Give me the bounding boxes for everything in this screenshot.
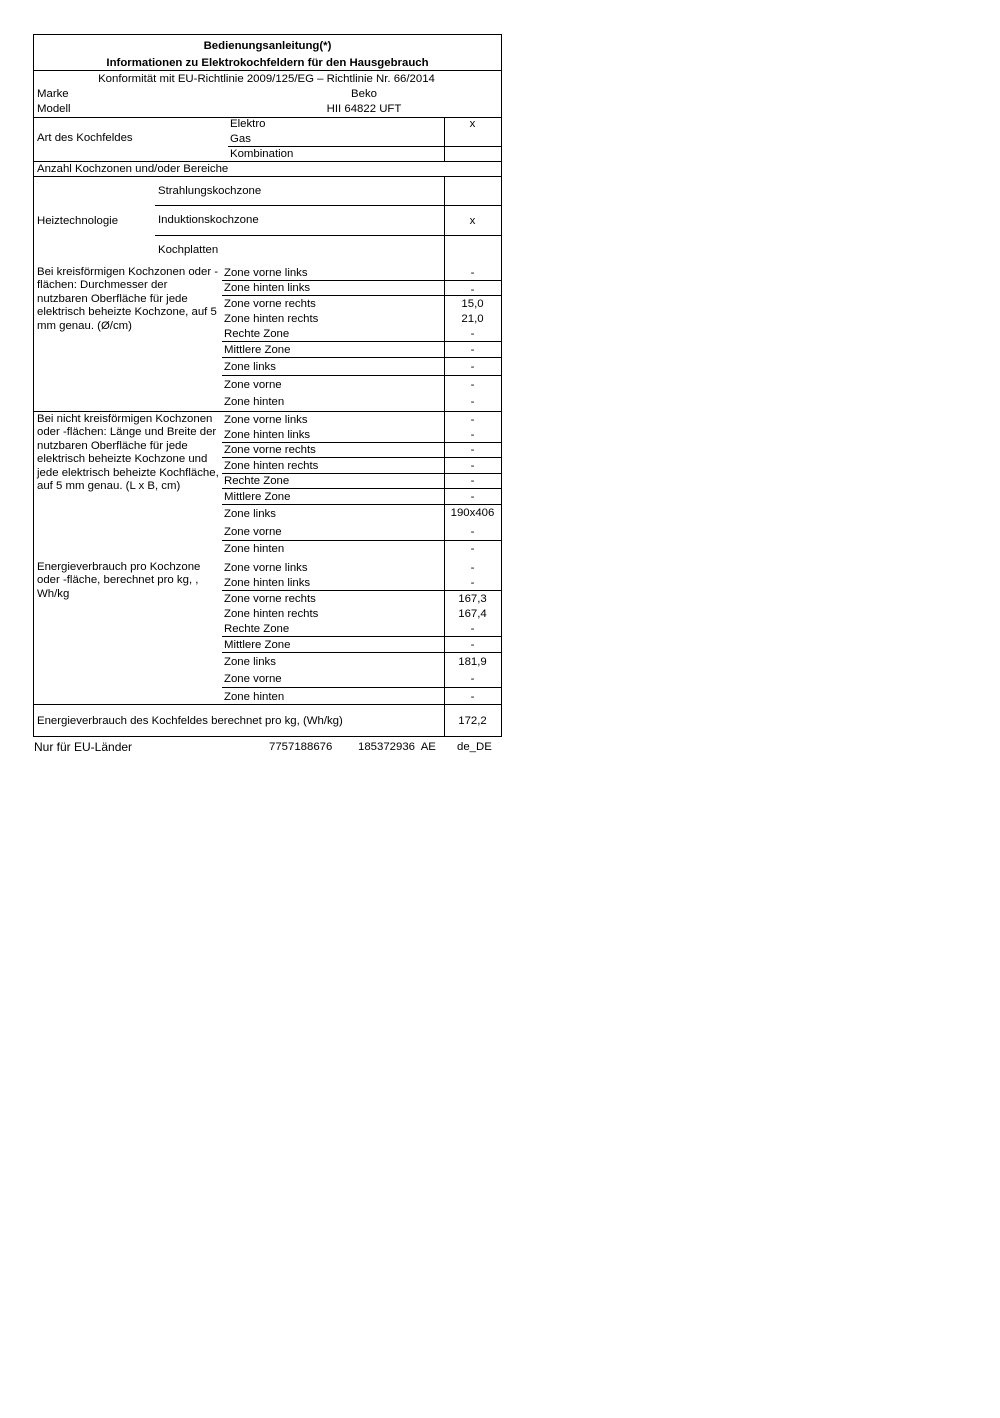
zone-value: 15,0 xyxy=(461,298,484,310)
zone-value: 21,0 xyxy=(461,313,484,325)
nonround-zones-label: Bei nicht kreisförmigen Kochzonen oder -flächen: Länge und Breite der nutzbaren Oberfläche für jede elektrisch beheizte Kochzone und jede elektrisch beheizte Kochfläche, auf 5 mm genau. (L x B, cm) xyxy=(37,413,219,493)
zone-value: - xyxy=(470,475,475,487)
zone-value: 190x406 xyxy=(450,507,495,519)
divider xyxy=(444,704,445,736)
divider xyxy=(222,652,501,653)
zone-label: Rechte Zone xyxy=(224,623,290,635)
zone-label: Mittlere Zone xyxy=(224,491,291,503)
divider xyxy=(34,176,501,177)
zone-label: Rechte Zone xyxy=(224,475,290,487)
round-zones-label: Bei kreisförmigen Kochzonen oder -flächen: Durchmesser der nutzbaren Oberfläche für jede elektrisch beheizte Kochzone, auf 5 mm genau. (Ø/cm) xyxy=(37,266,219,332)
hob-type-option: Elektro xyxy=(230,118,266,130)
zone-label: Zone hinten rechts xyxy=(224,608,319,620)
heat-tech-label: Heiztechnologie xyxy=(37,215,119,227)
zone-label: Zone hinten xyxy=(224,396,285,408)
zone-label: Zone vorne rechts xyxy=(224,593,316,605)
zone-value: - xyxy=(470,526,475,538)
zone-label: Zone links xyxy=(224,508,276,520)
model-label: Modell xyxy=(37,103,71,115)
zone-label: Zone vorne links xyxy=(224,562,308,574)
zone-label: Rechte Zone xyxy=(224,328,290,340)
heat-tech-option: Kochplatten xyxy=(158,244,219,256)
divider xyxy=(222,636,501,637)
zone-value: - xyxy=(470,284,475,296)
zone-value: - xyxy=(470,562,475,574)
zone-label: Zone hinten rechts xyxy=(224,313,319,325)
zone-value: - xyxy=(470,379,475,391)
hob-type-option: Gas xyxy=(230,133,251,145)
footer-locale: de_DE xyxy=(457,741,492,753)
hob-type-option: Kombination xyxy=(230,148,294,160)
zone-value: - xyxy=(470,396,475,408)
zone-label: Zone hinten links xyxy=(224,429,311,441)
divider xyxy=(222,457,501,458)
zone-value: 167,4 xyxy=(458,608,487,620)
zone-label: Zone vorne xyxy=(224,673,282,685)
zone-label: Zone hinten rechts xyxy=(224,460,319,472)
zone-label: Zone hinten xyxy=(224,691,285,703)
zone-label: Mittlere Zone xyxy=(224,639,291,651)
zone-value: - xyxy=(470,267,475,279)
footer-code: 7757188676 xyxy=(269,741,333,753)
divider xyxy=(222,504,501,505)
divider xyxy=(222,590,501,591)
divider xyxy=(444,411,445,705)
energy-total-label: Energieverbrauch des Kochfeldes berechnet pro kg, (Wh/kg) xyxy=(37,715,343,727)
zone-label: Zone hinten links xyxy=(224,577,311,589)
heat-tech-option: Induktionskochzone xyxy=(158,214,259,226)
divider xyxy=(444,117,445,161)
zone-value: - xyxy=(470,328,475,340)
zone-label: Mittlere Zone xyxy=(224,344,291,356)
zone-value: - xyxy=(470,361,475,373)
zone-label: Zone vorne links xyxy=(224,414,308,426)
zone-label: Zone vorne rechts xyxy=(224,298,316,310)
brand-value: Beko xyxy=(351,88,377,100)
divider xyxy=(155,235,501,236)
model-value: HII 64822 UFT xyxy=(326,103,402,115)
divider xyxy=(222,357,501,358)
energy-total-value: 172,2 xyxy=(458,715,487,727)
hob-type-value: x xyxy=(469,118,476,130)
divider xyxy=(222,341,501,342)
zone-count-label: Anzahl Kochzonen und/oder Bereiche xyxy=(37,163,229,175)
zone-value: - xyxy=(470,491,475,503)
zone-value: - xyxy=(470,673,475,685)
zone-label: Zone vorne links xyxy=(224,267,308,279)
divider xyxy=(222,295,501,296)
zone-value: - xyxy=(470,460,475,472)
divider xyxy=(444,266,445,412)
zone-value: 181,9 xyxy=(458,656,487,668)
zone-label: Zone links xyxy=(224,656,276,668)
divider xyxy=(34,70,501,71)
heat-tech-value: x xyxy=(469,215,476,227)
zone-label: Zone hinten xyxy=(224,543,285,555)
zone-value: - xyxy=(470,623,475,635)
divider xyxy=(228,146,501,147)
energy-label-table xyxy=(33,34,502,737)
zone-value: - xyxy=(470,577,475,589)
zone-value: - xyxy=(470,691,475,703)
document-title: Bedienungsanleitung(*) xyxy=(203,40,332,52)
hob-type-label: Art des Kochfeldes xyxy=(37,132,133,144)
zone-value: 167,3 xyxy=(458,593,487,605)
zone-label: Zone vorne rechts xyxy=(224,444,316,456)
document-subtitle: Informationen zu Elektrokochfeldern für den Hausgebrauch xyxy=(106,57,429,69)
zone-label: Zone vorne xyxy=(224,379,282,391)
conformity-text: Konformität mit EU-Richtlinie 2009/125/EG – Richtlinie Nr. 66/2014 xyxy=(98,73,435,85)
divider xyxy=(444,176,445,266)
divider xyxy=(34,704,501,705)
zone-label: Zone vorne xyxy=(224,526,282,538)
zone-value: - xyxy=(470,429,475,441)
divider xyxy=(155,205,501,206)
zone-value: - xyxy=(470,639,475,651)
energy-zones-label: Energieverbrauch pro Kochzone oder -fläche, berechnet pro kg, , Wh/kg xyxy=(37,561,201,600)
zone-label: Zone links xyxy=(224,361,276,373)
brand-label: Marke xyxy=(37,88,69,100)
heat-tech-option: Strahlungskochzone xyxy=(158,185,262,197)
divider xyxy=(34,411,501,412)
zone-value: - xyxy=(470,543,475,555)
zone-label: Zone hinten links xyxy=(224,282,311,294)
divider xyxy=(222,687,501,688)
divider xyxy=(34,117,501,118)
zone-value: - xyxy=(470,344,475,356)
footer-code: 185372936 AE xyxy=(358,741,436,753)
zone-value: - xyxy=(470,444,475,456)
divider xyxy=(222,375,501,376)
footer-note: Nur für EU-Länder xyxy=(34,740,133,754)
divider xyxy=(222,540,501,541)
divider xyxy=(222,488,501,489)
zone-value: - xyxy=(470,414,475,426)
